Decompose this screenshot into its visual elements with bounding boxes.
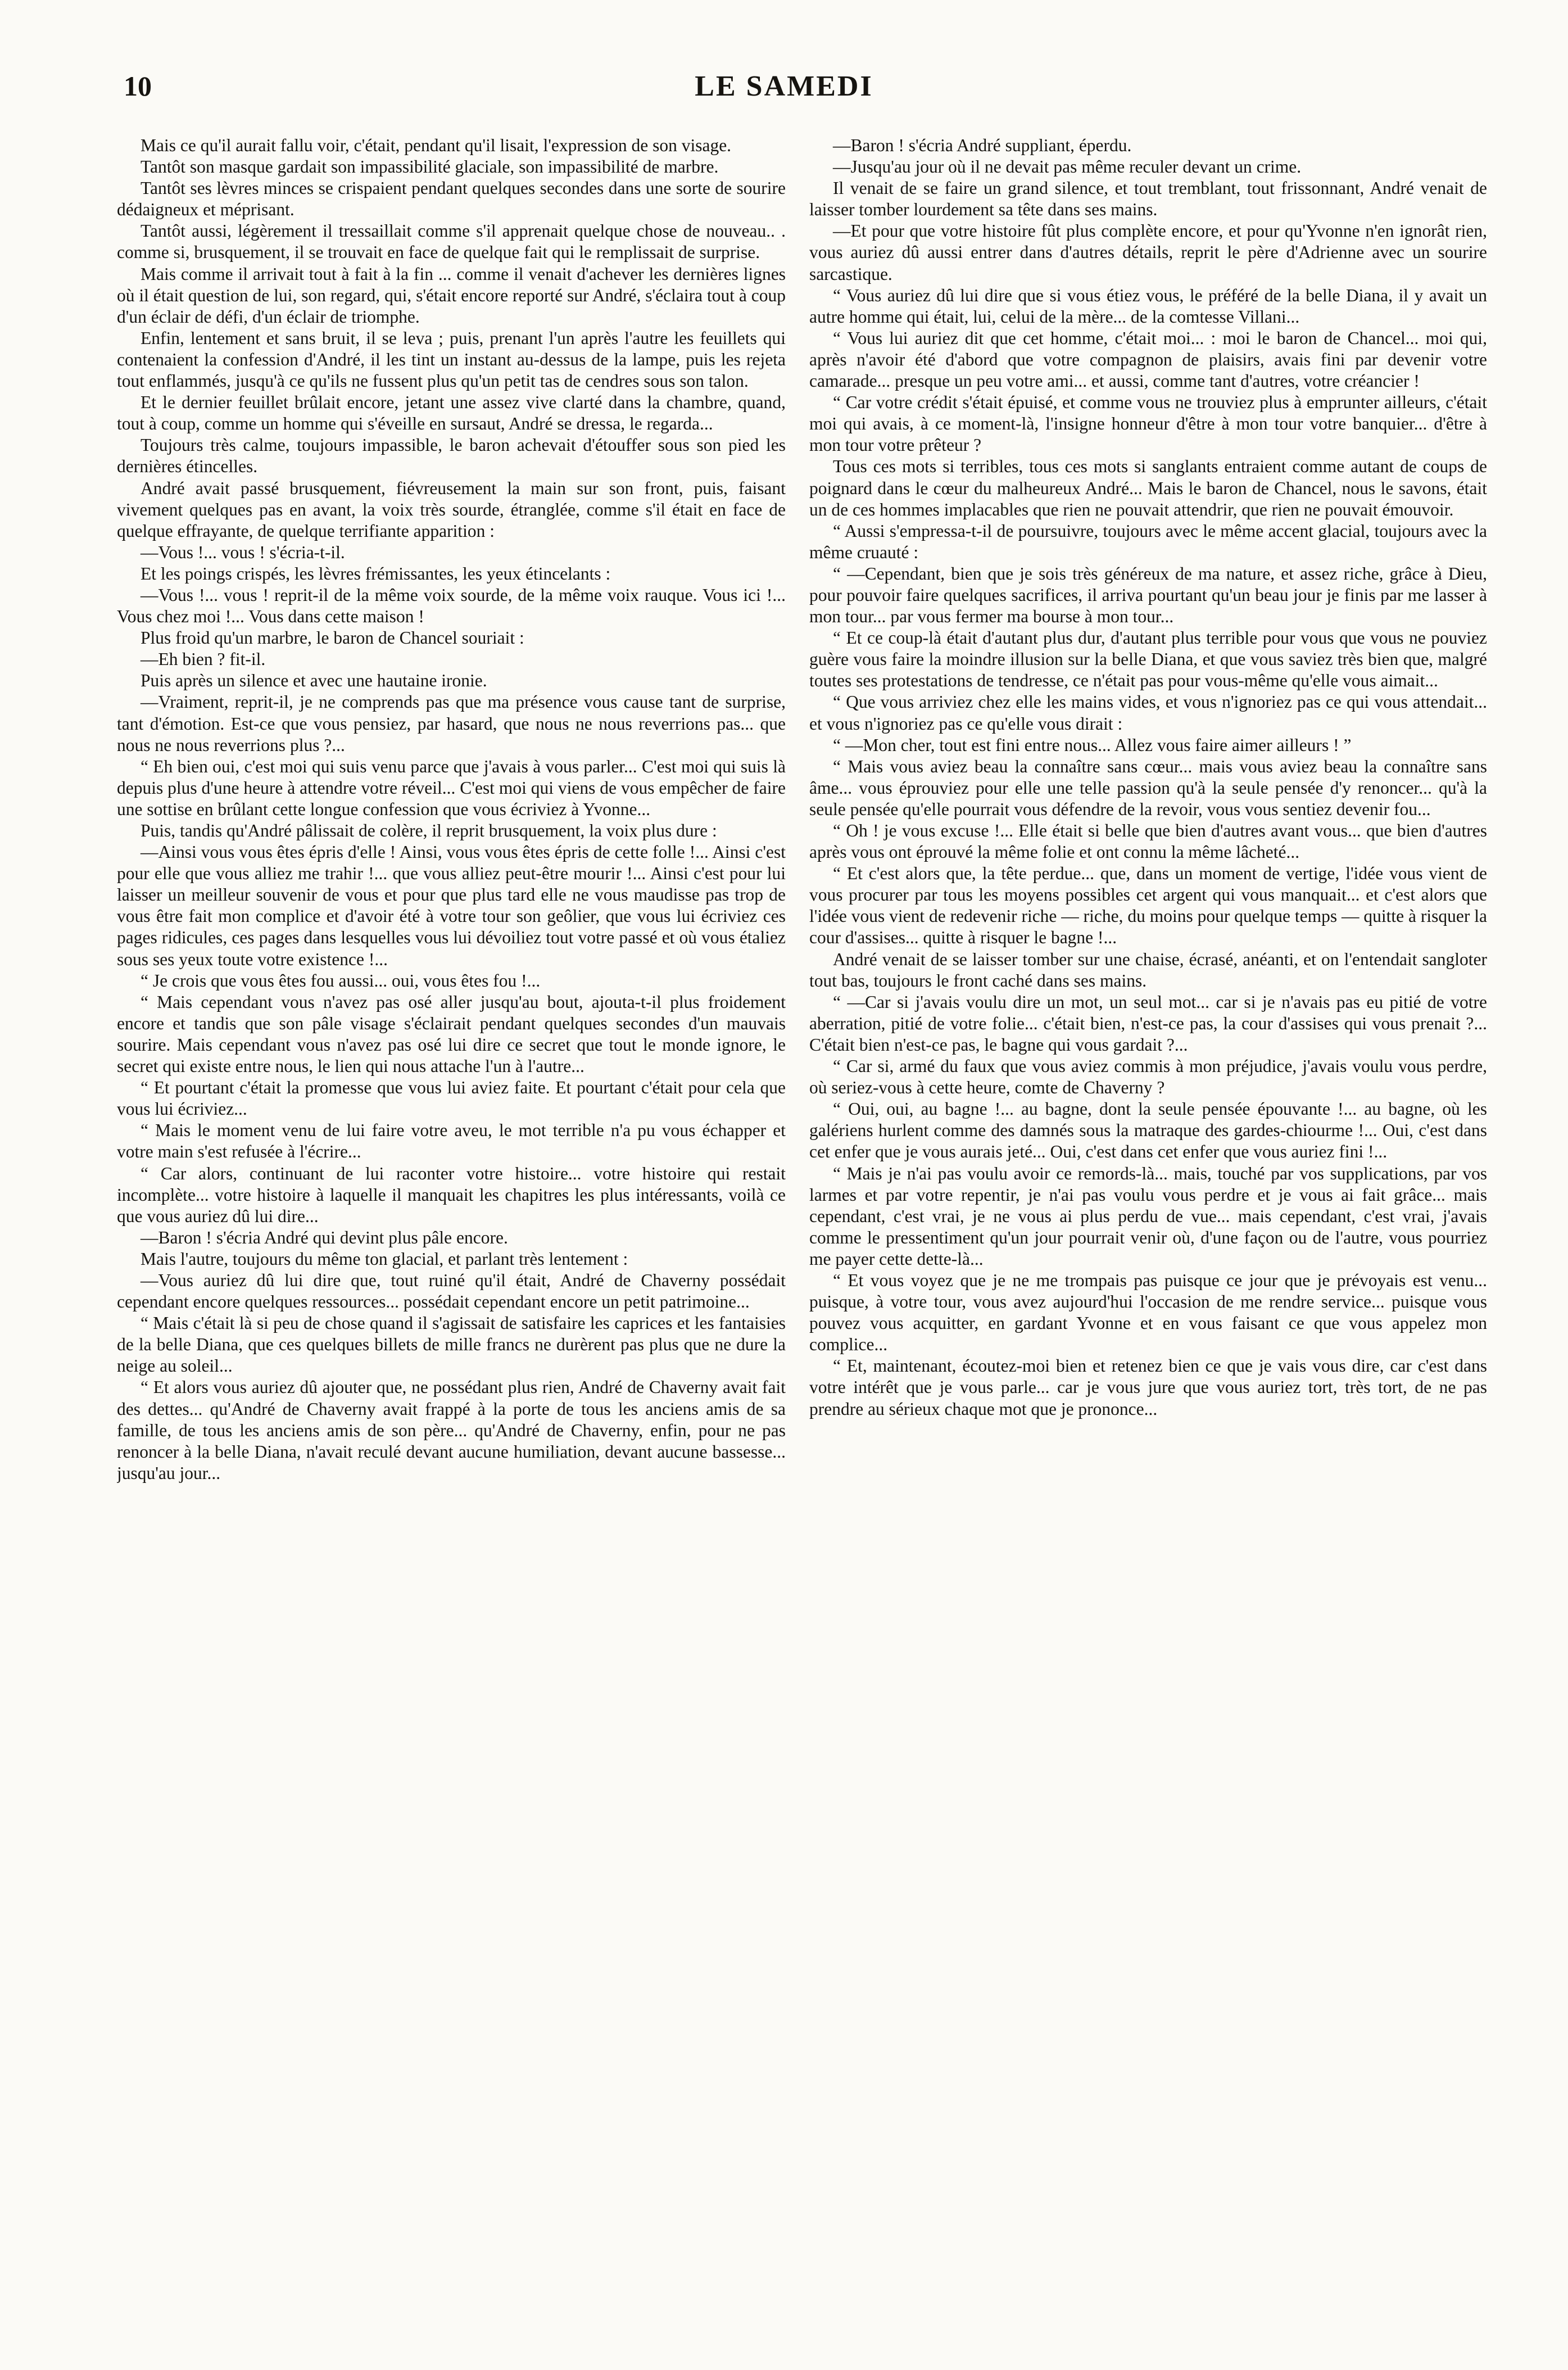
paragraph: —Vous !... vous ! reprit-il de la même voix sourde, de la même voix rauque. Vous ici !... Vous chez moi !... Vous dans cette maison ! bbox=[117, 585, 786, 627]
paragraph: “ Vous auriez dû lui dire que si vous étiez vous, le préféré de la belle Diana, il y avait un autre homme qui était, lui, celui de la mère... de la comtesse Villani... bbox=[809, 285, 1487, 327]
paragraph: —Jusqu'au jour où il ne devait pas même reculer devant un crime. bbox=[833, 157, 1302, 177]
paragraph: —Vous !... vous ! s'écria-t-il. bbox=[141, 542, 345, 562]
paragraph: “ Mais c'était là si peu de chose quand il s'agissait de satisfaire les caprices et les fantaisies de la belle Diana, que ces quelques billets de mille francs ne durèrent pas plus que ne dure la neige au soleil... bbox=[117, 1313, 786, 1376]
paragraph: Tantôt son masque gardait son impassibilité glaciale, son impassibilité de marbre. bbox=[141, 157, 719, 177]
paragraph: —Vraiment, reprit-il, je ne comprends pas que ma présence vous cause tant de surprise, tant d'émotion. Est-ce que vous pensiez, par hasard, que nous ne nous reverrions pas... que nous ne nous reverrions plus ?... bbox=[117, 692, 786, 755]
paragraph: André venait de se laisser tomber sur une chaise, écrasé, anéanti, et on l'entendait sangloter tout bas, toujours le front caché dans ses mains. bbox=[809, 949, 1487, 990]
paragraph: Tous ces mots si terribles, tous ces mots si sanglants entraient comme autant de coups de poignard dans le cœur du malheureux André... Mais le baron de Chancel, nous le savons, était un de ces hommes implacables que rien ne pouvait attendrir, que rien ne pouvait émouvoir. bbox=[809, 456, 1487, 519]
paragraph: “ Que vous arriviez chez elle les mains vides, et vous n'ignoriez pas ce qui vous attendait... et vous n'ignoriez pas ce qu'elle vous dirait : bbox=[809, 692, 1487, 734]
paragraph: “ —Car si j'avais voulu dire un mot, un seul mot... car si je n'avais pas eu pitié de votre aberration, pitié de votre folie... c'était bien, n'est-ce pas, la cour d'assises qui vous prenait ?... C'était bien n'est-ce pas, le bagne qui vous gardait ?... bbox=[809, 992, 1487, 1055]
page-number: 10 bbox=[124, 70, 152, 102]
paragraph: —Et pour que votre histoire fût plus complète encore, et pour qu'Yvonne n'en ignorât rien, vous auriez dû aussi entrer dans d'autres détails, reprit le père d'Adrienne avec un sourire sarcastique. bbox=[809, 221, 1487, 284]
paragraph: “ Oh ! je vous excuse !... Elle était si belle que bien d'autres avant vous... que bien d'autres après vous ont éprouvé la même folie et ont connu la même lâcheté... bbox=[809, 821, 1487, 862]
paragraph: “ Car votre crédit s'était épuisé, et comme vous ne trouviez plus à emprunter ailleurs, c'était moi qui avais, à ce moment-là, l'insigne honneur d'être à mon tour votre banquier... d'être à mon tour votre prêteur ? bbox=[809, 392, 1487, 455]
paragraph: “ Mais je n'ai pas voulu avoir ce remords-là... mais, touché par vos supplications, par vos larmes et par votre repentir, je n'ai pas voulu vous perdre et je vous ai fait grâce... mais cependant, c'est vrai, je ne vous ai plus perdu de vue... mais cependant, c'est vrai, j'avais comme le pressentiment qu'un jour pourrait venir où, d'une façon ou de l'autre, vous pourriez me payer cette dette-là... bbox=[809, 1163, 1487, 1269]
paragraph: “ Mais cependant vous n'avez pas osé aller jusqu'au bout, ajouta-t-il plus froidement encore et tandis que son pâle visage s'éclairait pendant quelques secondes d'un mauvais sourire. Mais cependant vous n'avez pas osé lui dire ce secret que tout le monde ignore, le secret qui existe entre nous, le lien qui nous attache l'un à l'autre... bbox=[117, 992, 786, 1077]
paragraph: Et le dernier feuillet brûlait encore, jetant une assez vive clarté dans la chambre, quand, tout à coup, comme un homme qui s'éveille en sursaut, André se dressa, le regarda... bbox=[117, 392, 786, 434]
paragraph: “ Aussi s'empressa-t-il de poursuivre, toujours avec le même accent glacial, toujours avec la même cruauté : bbox=[809, 521, 1487, 562]
paragraph: Tantôt aussi, légèrement il tressaillait comme s'il apprenait quelque chose de nouveau.. . comme si, brusquement, il se trouvait en face de quelque fait qui le remplissait de surprise. bbox=[117, 221, 786, 263]
paragraph: “ Vous lui auriez dit que cet homme, c'était moi... : moi le baron de Chancel... moi qui, après n'avoir été d'abord que votre compagnon de plaisirs, avais fini par devenir votre camarade... presque un peu votre ami... et aussi, comme tant d'autres, votre créancier ! bbox=[809, 328, 1487, 391]
paragraph: “ Et alors vous auriez dû ajouter que, ne possédant plus rien, André de Chaverny avait fait des dettes... qu'André de Chaverny avait frappé à la porte de tous les anciens amis de sa famille, de tous les anciens amis de son père... qu'André de Chaverny, enfin, pour ne pas renoncer à la belle Diana, n'avait reculé devant aucune humiliation, devant aucune bassesse... jusqu'au jour... bbox=[117, 1377, 786, 1483]
paragraph: “ Et, maintenant, écoutez-moi bien et retenez bien ce que je vais vous dire, car c'est dans votre intérêt que je vous parle... car je vous jure que vous auriez tort, très tort, de ne pas prendre au sérieux chaque mot que je prononce... bbox=[809, 1356, 1487, 1419]
paragraph: —Baron ! s'écria André suppliant, éperdu. bbox=[833, 135, 1132, 155]
left-text-column bbox=[117, 135, 786, 2327]
paragraph: Plus froid qu'un marbre, le baron de Chancel souriait : bbox=[141, 628, 524, 648]
paragraph: Puis après un silence et avec une hautaine ironie. bbox=[141, 671, 487, 691]
paragraph: “ Et ce coup-là était d'autant plus dur, d'autant plus terrible pour vous que vous ne pouviez guère vous faire la moindre illusion sur la belle Diana, et que vous saviez très bien que, malgré toutes ses protestations de tendresse, ce n'était pas pour vous-même qu'elle vous aimait... bbox=[809, 628, 1487, 691]
paragraph: “ Et pourtant c'était la promesse que vous lui aviez faite. Et pourtant c'était pour cela que vous lui écriviez... bbox=[117, 1078, 786, 1119]
paragraph: Mais comme il arrivait tout à fait à la fin ... comme il venait d'achever les dernières lignes où il était question de lui, son regard, qui, s'était encore reporté sur André, s'éclaira tout à coup d'un éclair de défi, d'un éclair de triomphe. bbox=[117, 264, 786, 327]
paragraph: —Ainsi vous vous êtes épris d'elle ! Ainsi, vous vous êtes épris de cette folle !... Ainsi c'est pour elle que vous alliez me trahir !... que vous alliez peut-être mourir !... Ainsi c'est pour lui laisser un meilleur souvenir de vous et pour que plus tard elle ne vous maudisse pas trop de vous être fait mon complice et d'avoir été à votre tour son geôlier, que vous lui écriviez ces pages ridicules, ces pages dans lesquelles vous lui dévoiliez tout votre passé et où vous étaliez sous ses yeux toute votre existence !... bbox=[117, 842, 786, 969]
paragraph: —Vous auriez dû lui dire que, tout ruiné qu'il était, André de Chaverny possédait cependant encore quelques ressources... possédait cependant encore un petit patrimoine... bbox=[117, 1270, 786, 1312]
paragraph: “ Car si, armé du faux que vous aviez commis à mon préjudice, j'avais voulu vous perdre, où seriez-vous à cette heure, comte de Chaverny ? bbox=[809, 1056, 1487, 1098]
paragraph: Tantôt ses lèvres minces se crispaient pendant quelques secondes dans une sorte de sourire dédaigneux et méprisant. bbox=[117, 178, 786, 220]
paragraph: “ Car alors, continuant de lui raconter votre histoire... votre histoire qui restait incomplète... votre histoire à laquelle il manquait les chapitres les plus intéressants, voilà ce que vous auriez dû lui dire... bbox=[117, 1163, 786, 1226]
paragraph: “ —Cependant, bien que je sois très généreux de ma nature, et assez riche, grâce à Dieu, pour pouvoir faire quelques sacrifices, il arriva pourtant qu'un beau jour je finis par me lasser à mon tour... par vous fermer ma bourse à mon tour... bbox=[809, 563, 1487, 627]
paragraph: “ Mais le moment venu de lui faire votre aveu, le mot terrible n'a pu vous échapper et votre main s'est refusée à l'écrire... bbox=[117, 1120, 786, 1162]
paragraph: Toujours très calme, toujours impassible, le baron achevait d'étouffer sous son pied les dernières étincelles. bbox=[117, 435, 786, 477]
paragraph: —Baron ! s'écria André qui devint plus pâle encore. bbox=[141, 1227, 508, 1247]
paragraph: André avait passé brusquement, fiévreusement la main sur son front, puis, faisant vivement quelques pas en avant, la voix très sourde, étranglée, comme s'il était en face de quelque effrayante, de quelque terrifiante apparition : bbox=[117, 478, 786, 541]
paragraph: “ Et c'est alors que, la tête perdue... que, dans un moment de vertige, l'idée vous vient de vous procurer par tous les moyens possibles cet argent qui vous manquait... et c'est alors que l'idée vous vient de redevenir riche — riche, du moins pour quelque temps — quitte à risquer la cour d'assises... quitte à risquer le bagne !... bbox=[809, 863, 1487, 948]
paragraph: —Eh bien ? fit-il. bbox=[141, 649, 266, 670]
paragraph: “ Eh bien oui, c'est moi qui suis venu parce que j'avais à vous parler... C'est moi qui suis là depuis plus d'une heure à attendre votre réveil... C'est moi qui viens de vous empêcher de faire une sottise en brûlant cette longue confession que vous écriviez à Yvonne... bbox=[117, 756, 786, 819]
paragraph: Il venait de se faire un grand silence, et tout tremblant, tout frissonnant, André venait de laisser tomber lourdement sa tête dans ses mains. bbox=[809, 178, 1487, 220]
paragraph: Et les poings crispés, les lèvres frémissantes, les yeux étincelants : bbox=[141, 563, 611, 584]
paragraph: “ Je crois que vous êtes fou aussi... oui, vous êtes fou !... bbox=[141, 970, 541, 990]
paragraph: “ Oui, oui, au bagne !... au bagne, dont la seule pensée épouvante !... au bagne, où les galériens hurlent comme des damnés sous la matraque des gardes-chiourme !... Oui, c'est dans cet enfer que je vous aurais jeté... Oui, c'est dans cet enfer que vous auriez fini !... bbox=[809, 1099, 1487, 1162]
right-text-column bbox=[809, 135, 1487, 2327]
journal-title: LE SAMEDI bbox=[695, 70, 873, 102]
paragraph: Puis, tandis qu'André pâlissait de colère, il reprit brusquement, la voix plus dure : bbox=[141, 821, 717, 840]
paragraph: “ Mais vous aviez beau la connaître sans cœur... mais vous aviez beau la connaître sans âme... vous éprouviez pour elle une telle passion qu'à la seule pensée d'y renoncer... qu'à la seule pensée qu'elle pourrait vous défendre de la revoir, vous vous sentiez devenir fou... bbox=[809, 756, 1487, 819]
paragraph: “ Et vous voyez que je ne me trompais pas puisque ce jour que je prévoyais est venu... puisque, à votre tour, vous avez aujourd'hui l'occasion de me rendre service... puisque vous pouvez vous acquitter, en gardant Yvonne et en vous faisant ce que vous appelez mon complice... bbox=[809, 1270, 1487, 1355]
paragraph: “ —Mon cher, tout est fini entre nous... Allez vous faire aimer ailleurs ! ” bbox=[833, 735, 1352, 755]
paragraph: Mais ce qu'il aurait fallu voir, c'était, pendant qu'il lisait, l'expression de son visage. bbox=[141, 135, 732, 155]
paragraph: Mais l'autre, toujours du même ton glacial, et parlant très lentement : bbox=[141, 1249, 628, 1269]
paragraph: Enfin, lentement et sans bruit, il se leva ; puis, prenant l'un après l'autre les feuillets qui contenaient la confession d'André, il les tint un instant au-dessus de la lampe, puis les rejeta tout enflammés, jusqu'à ce qu'ils ne fussent plus qu'un petit tas de cendres sous son talon. bbox=[117, 328, 786, 391]
